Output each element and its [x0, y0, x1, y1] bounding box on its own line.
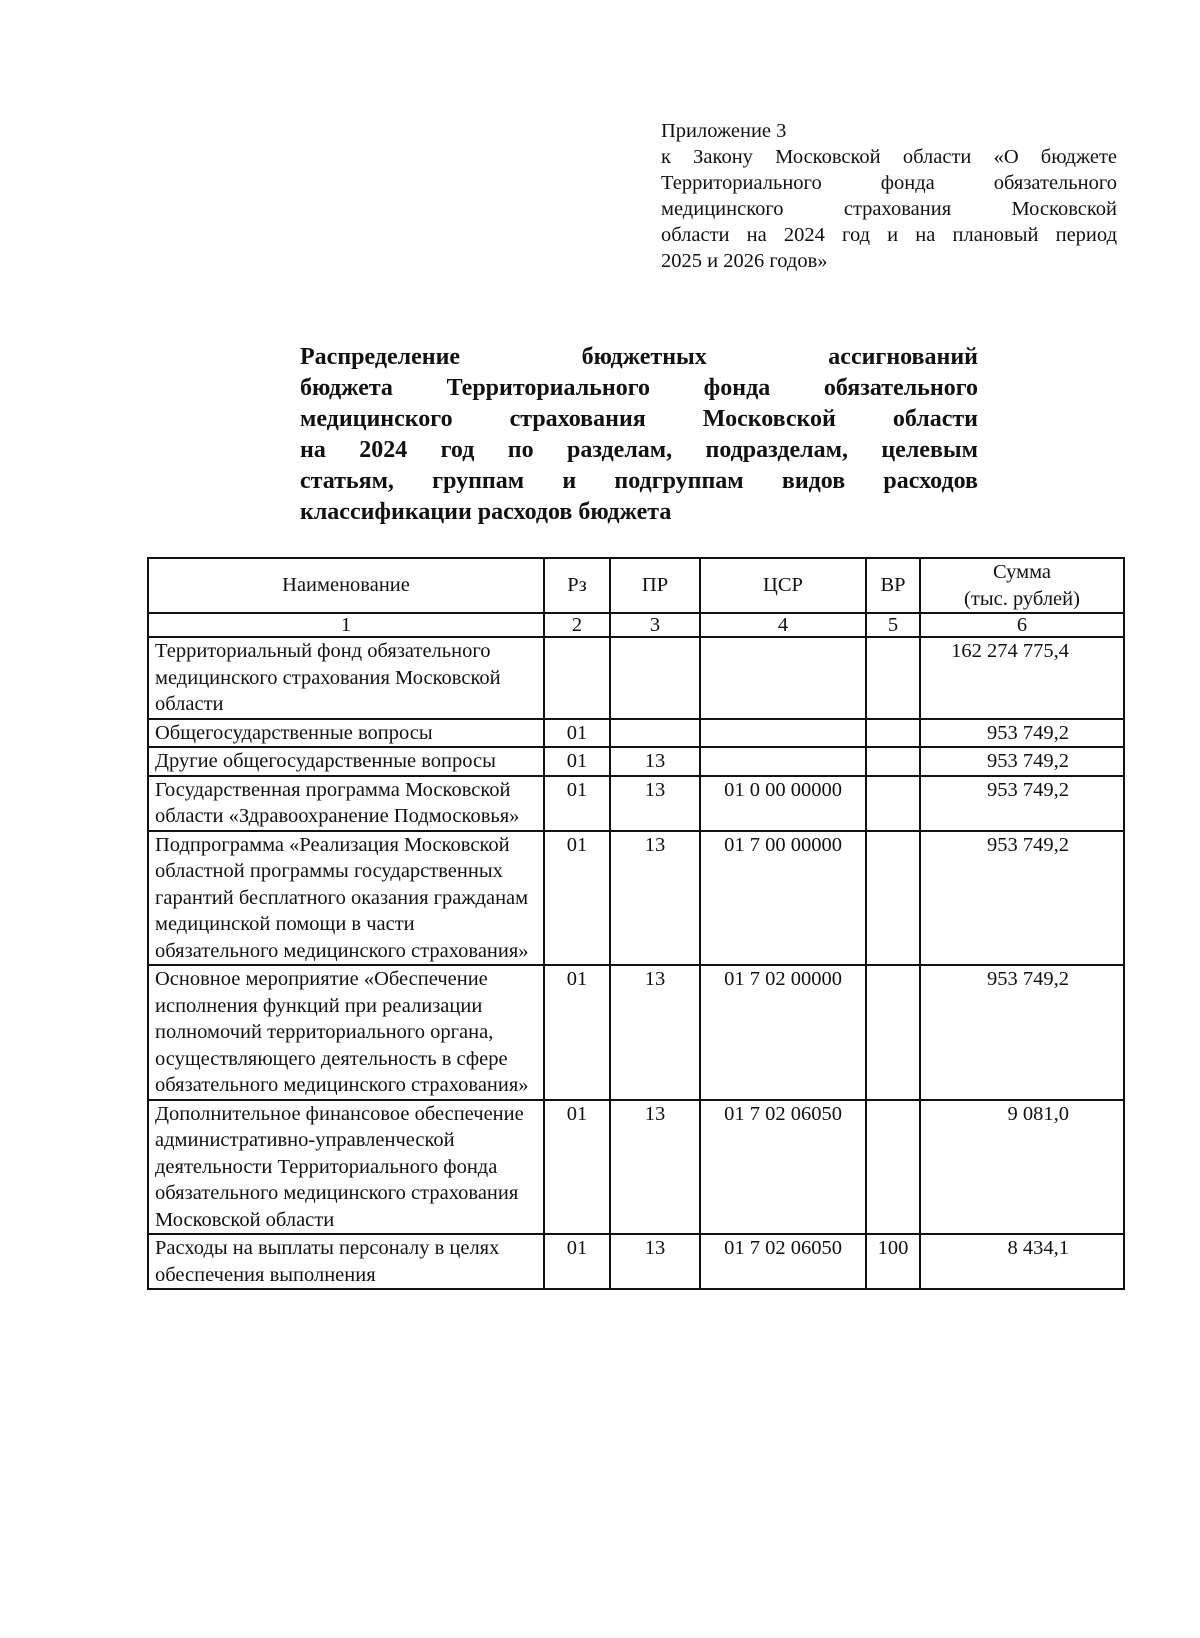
- appendix-line: медицинского страхования Московской: [661, 198, 1117, 220]
- row-name: Государственная программа Московской области «Здравоохранение Подмосковья»: [148, 776, 544, 831]
- row-csr: 01 7 02 06050: [700, 1234, 866, 1289]
- row-pr: [610, 719, 700, 748]
- title-line: на 2024 год по разделам, подразделам, целевым: [300, 437, 978, 463]
- row-name: Подпрограмма «Реализация Московской областной программы государственных гарантий бесплатного оказания гражданам медицинской помощи в части обязательного медицинского страхования»: [148, 831, 544, 966]
- title-line: бюджета Территориального фонда обязательного: [300, 375, 978, 401]
- row-name: Дополнительное финансовое обеспечение административно-управленческой деятельности Территориального фонда обязательного медицинского страхования Московской области: [148, 1100, 544, 1235]
- row-name: Общегосударственные вопросы: [148, 719, 544, 748]
- appendix-line: к Закону Московской области «О бюджете: [661, 146, 1117, 168]
- row-rz: 01: [544, 965, 610, 1100]
- row-csr: [700, 719, 866, 748]
- row-pr: 13: [610, 965, 700, 1100]
- appendix-header: [661, 118, 1117, 274]
- column-number: 5: [866, 613, 920, 637]
- row-vr: [866, 719, 920, 748]
- row-rz: 01: [544, 1234, 610, 1289]
- row-sum: 953 749,2: [920, 719, 1124, 748]
- header-pr: ПР: [610, 558, 700, 613]
- column-number: 2: [544, 613, 610, 637]
- column-number: 1: [148, 613, 544, 637]
- title-line: статьям, группам и подгруппам видов расходов: [300, 468, 978, 494]
- column-number-row: [148, 613, 1124, 637]
- row-pr: 13: [610, 831, 700, 966]
- row-sum: 953 749,2: [920, 965, 1124, 1100]
- column-number: 6: [920, 613, 1124, 637]
- row-csr: 01 7 02 00000: [700, 965, 866, 1100]
- row-name: Территориальный фонд обязательного медицинского страхования Московской области: [148, 637, 544, 719]
- row-vr: [866, 776, 920, 831]
- row-vr: [866, 1100, 920, 1235]
- row-sum: 8 434,1: [920, 1234, 1124, 1289]
- header-sum: [920, 558, 1124, 613]
- appendix-line: Территориального фонда обязательного: [661, 172, 1117, 194]
- column-number: 4: [700, 613, 866, 637]
- appendix-line: 2025 и 2026 годов»: [661, 250, 828, 272]
- row-csr: 01 7 02 06050: [700, 1100, 866, 1235]
- document-title: [300, 342, 978, 528]
- row-name: Расходы на выплаты персоналу в целях обеспечения выполнения: [148, 1234, 544, 1289]
- row-pr: 13: [610, 747, 700, 776]
- budget-table: [147, 557, 1125, 1290]
- row-rz: 01: [544, 719, 610, 748]
- row-rz: 01: [544, 1100, 610, 1235]
- table-row: [148, 637, 1124, 719]
- row-pr: [610, 637, 700, 719]
- header-vr: ВР: [866, 558, 920, 613]
- appendix-line: Приложение 3: [661, 120, 787, 142]
- table-row: [148, 776, 1124, 831]
- table-row: [148, 719, 1124, 748]
- row-pr: 13: [610, 1100, 700, 1235]
- row-sum: 9 081,0: [920, 1100, 1124, 1235]
- header-sum-line2: (тыс. рублей): [964, 587, 1080, 610]
- table-row: [148, 1234, 1124, 1289]
- row-rz: 01: [544, 747, 610, 776]
- header-name: Наименование: [148, 558, 544, 613]
- row-name: Другие общегосударственные вопросы: [148, 747, 544, 776]
- row-pr: 13: [610, 1234, 700, 1289]
- row-pr: 13: [610, 776, 700, 831]
- title-line: Распределение бюджетных ассигнований: [300, 344, 978, 370]
- table-row: [148, 965, 1124, 1100]
- title-line: классификации расходов бюджета: [300, 499, 672, 525]
- table-row: [148, 747, 1124, 776]
- title-line: медицинского страхования Московской области: [300, 406, 978, 432]
- row-rz: 01: [544, 831, 610, 966]
- column-number: 3: [610, 613, 700, 637]
- row-sum: 953 749,2: [920, 747, 1124, 776]
- header-sum-line1: Сумма: [992, 561, 1052, 583]
- header-rz: Рз: [544, 558, 610, 613]
- row-vr: 100: [866, 1234, 920, 1289]
- row-name: Основное мероприятие «Обеспечение исполнения функций при реализации полномочий территориального органа, осуществляющего деятельность в сфере обязательного медицинского страхования»: [148, 965, 544, 1100]
- appendix-line: области на 2024 год и на плановый период: [661, 224, 1117, 246]
- table-row: [148, 831, 1124, 966]
- row-sum: 953 749,2: [920, 831, 1124, 966]
- table-row: [148, 1100, 1124, 1235]
- row-csr: [700, 747, 866, 776]
- row-csr: [700, 637, 866, 719]
- row-vr: [866, 637, 920, 719]
- row-vr: [866, 831, 920, 966]
- row-csr: 01 0 00 00000: [700, 776, 866, 831]
- row-sum: 162 274 775,4: [920, 637, 1124, 719]
- row-sum: 953 749,2: [920, 776, 1124, 831]
- row-rz: 01: [544, 776, 610, 831]
- row-vr: [866, 747, 920, 776]
- table-header-row: [148, 558, 1124, 613]
- row-vr: [866, 965, 920, 1100]
- row-csr: 01 7 00 00000: [700, 831, 866, 966]
- row-rz: [544, 637, 610, 719]
- header-csr: ЦСР: [700, 558, 866, 613]
